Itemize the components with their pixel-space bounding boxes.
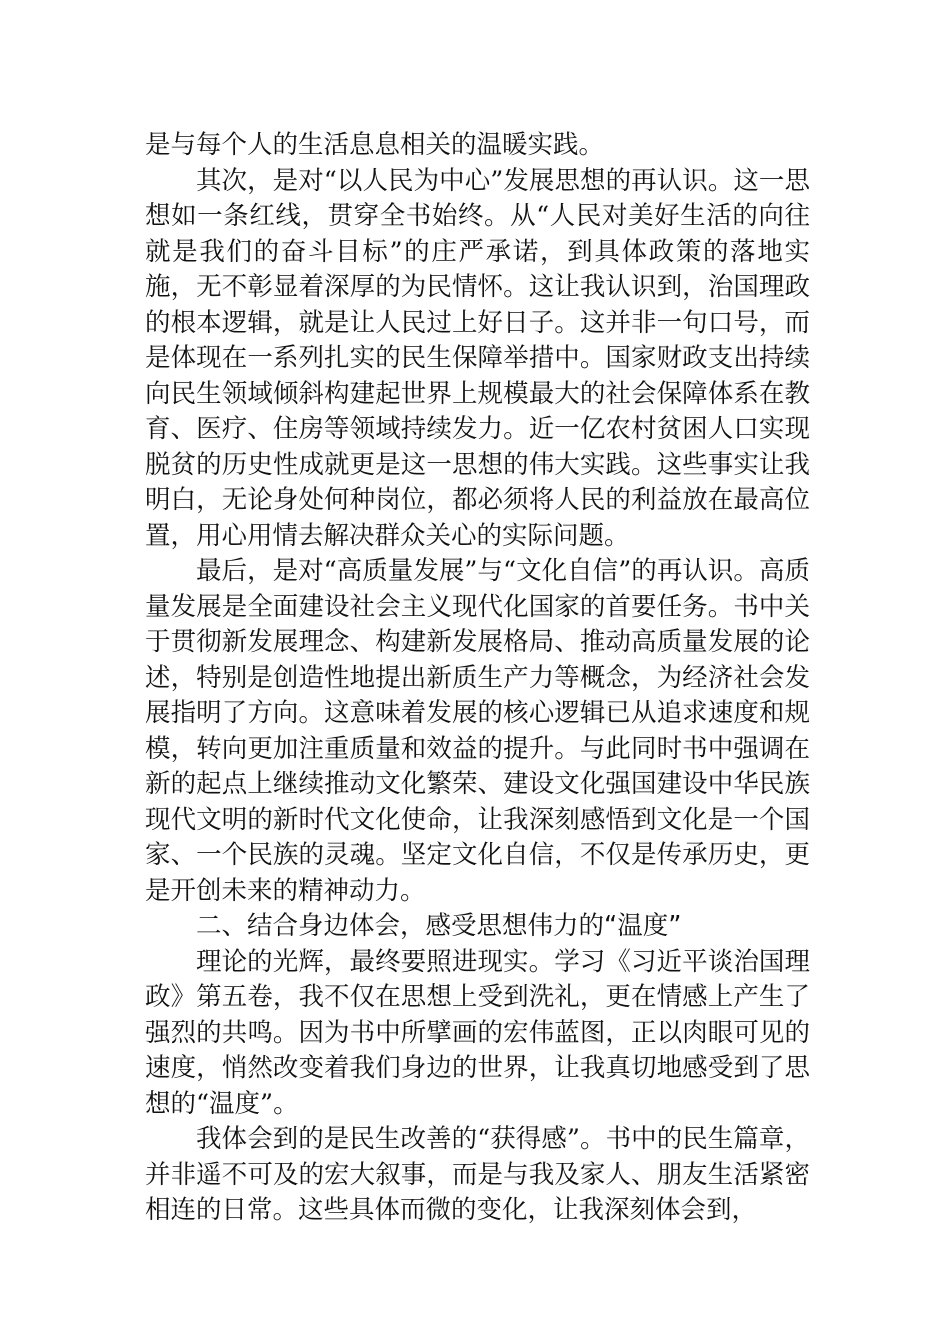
paragraph-high-quality-development: 最后，是对“高质量发展”与“文化自信”的再认识。高质量发展是全面建设社会主义现代化国家的首要任务。书中关于贯彻新发展理念、构建新发展格局、推动高质量发展的论述，特别是创造性地提出新质生产力等概念，为经济社会发展指明了方向。这意味着发展的核心逻辑已从追求速度和规模，转向更加注重质量和效益的提升。与此同时书中强调在新的起点上继续推动文化繁荣、建设文化强国建设中华民族现代文明的新时代文化使命，让我深刻感悟到文化是一个国家、一个民族的灵魂。坚定文化自信，不仅是传承历史，更是开创未来的精神动力。 xyxy=(145,556,810,906)
section-heading: 二、结合身边体会，感受思想伟力的“温度” xyxy=(196,911,682,941)
paragraph-sense-of-gain: 我体会到的是民生改善的“获得感”。书中的民生篇章，并非遥不可及的宏大叙事，而是与我及家人、朋友生活紧密相连的日常。这些具体而微的变化，让我深刻体会到， xyxy=(145,1124,810,1225)
paragraph-theory-reality: 理论的光辉，最终要照进现实。学习《习近平谈治国理政》第五卷，我不仅在思想上受到洗礼，更在情感上产生了强烈的共鸣。因为书中所擘画的宏伟蓝图，正以肉眼可见的速度，悄然改变着我们身边的世界，让我真切地感受到了思想的“温度”。 xyxy=(145,946,810,1119)
paragraph-people-centered: 其次，是对“以人民为中心”发展思想的再认识。这一思想如一条红线，贯穿全书始终。从“人民对美好生活的向往就是我们的奋斗目标”的庄严承诺，到具体政策的落地实施，无不彰显着深厚的为民情怀。这让我认识到，治国理政的根本逻辑，就是让人民过上好日子。这并非一句口号，而是体现在一系列扎实的民生保障举措中。国家财政支出持续向民生领域倾斜构建起世界上规模最大的社会保障体系在教育、医疗、住房等领域持续发力。近一亿农村贫困人口实现脱贫的历史性成就更是这一思想的伟大实践。这些事实让我明白，无论身处何种岗位，都必须将人民的利益放在最高位置，用心用情去解决群众关心的实际问题。 xyxy=(145,165,810,551)
document-body xyxy=(145,128,810,1229)
paragraph-continuation: 是与每个人的生活息息相关的温暖实践。 xyxy=(145,130,605,160)
